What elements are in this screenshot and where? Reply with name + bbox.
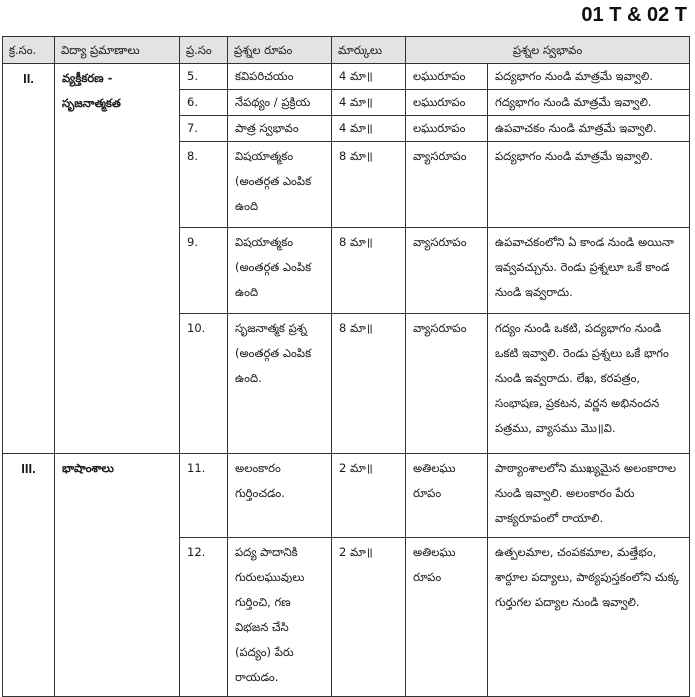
question-nature: గద్యభాగం నుండి మాత్రమే ఇవ్వాలి. <box>488 90 690 116</box>
marks: 4 మా॥ <box>332 90 406 116</box>
answer-type: అతిలఘు రూపం <box>406 538 488 697</box>
answer-type: లఘురూపం <box>406 90 488 116</box>
answer-type: వ్యాసరూపం <box>406 142 488 228</box>
section-area <box>55 454 180 697</box>
answer-type: వ్యాసరూపం <box>406 314 488 454</box>
question-form: పాత్ర స్వభావం <box>228 116 332 142</box>
question-form: కవిపరిచయం <box>228 64 332 90</box>
header-marks: మార్కులు <box>332 37 406 64</box>
question-form: విషయాత్మకం (అంతర్గత ఎంపిక ఉంది <box>228 228 332 314</box>
answer-type: లఘురూపం <box>406 116 488 142</box>
section-area <box>55 64 180 454</box>
header-nature: ప్రశ్నల స్వభావం <box>406 37 690 64</box>
answer-type: అతిలఘు రూపం <box>406 454 488 538</box>
marks: 8 మా॥ <box>332 228 406 314</box>
question-number: 11. <box>180 454 228 538</box>
question-form: అలంకారం గుర్తించడం. <box>228 454 332 538</box>
question-number: 7. <box>180 116 228 142</box>
answer-type: వ్యాసరూపం <box>406 228 488 314</box>
question-nature: పాఠ్యాంశాలలోని ముఖ్యమైన అలంకారాల నుండి ఇవ్వాలి. అలంకారం పేరు వాక్యరూపంలో రాయాలి. <box>488 454 690 538</box>
section-area-label: వ్యక్తీకరణ - సృజనాత్మకత <box>62 71 121 110</box>
question-nature: ఉత్పలమాల, చంపకమాల, మత్తేభం, శార్దూల పద్యాలు, పాఠ్యపుస్తకంలోని చుక్క గుర్తుగల పద్యాల నుండి ఇవ్వాలి. <box>488 538 690 697</box>
table-row <box>3 454 690 538</box>
question-number: 8. <box>180 142 228 228</box>
question-nature: పద్యభాగం నుండి మాత్రమే ఇవ్వాలి. <box>488 64 690 90</box>
section-area-label: భాషాంశాలు <box>62 461 114 475</box>
marks: 2 మా॥ <box>332 538 406 697</box>
section-number: II. <box>3 64 55 454</box>
paper-code: 01 T & 02 T <box>581 4 687 26</box>
marks: 8 మా॥ <box>332 142 406 228</box>
question-number: 5. <box>180 64 228 90</box>
question-number: 10. <box>180 314 228 454</box>
question-form: నేపథ్యం / ప్రక్రియ <box>228 90 332 116</box>
marks: 4 మా॥ <box>332 116 406 142</box>
question-form: విషయాత్మకం (అంతర్గత ఎంపిక ఉంది <box>228 142 332 228</box>
question-form: సృజనాత్మక ప్రశ్న (అంతర్గత ఎంపిక ఉంది. <box>228 314 332 454</box>
question-number: 9. <box>180 228 228 314</box>
header-area: విద్యా ప్రమాణాలు <box>55 37 180 64</box>
question-nature: పద్యభాగం నుండి మాత్రమే ఇవ్వాలి. <box>488 142 690 228</box>
header-qno: ప్ర.సం <box>180 37 228 64</box>
question-number: 12. <box>180 538 228 697</box>
question-nature: గద్యం నుండి ఒకటి, పద్యభాగం నుండి ఒకటి ఇవ్వాలి. రెండు ప్రశ్నలు ఒకే భాగం నుండి ఇవ్వరాదు. లేఖ, కరపత్రం, సంభాషణ, ప్రకటన, వర్ణన అభినందన పత్రము, వ్యాసము మొ॥వి. <box>488 314 690 454</box>
question-pattern-table <box>2 36 690 697</box>
header-sno: క్ర.సం. <box>3 37 55 64</box>
question-nature: ఉపవాచకంలోని ఏ కాండ నుండి అయినా ఇవ్వవచ్చును. రెండు ప్రశ్నలూ ఒకే కాండ నుండి ఇవ్వరాదు. <box>488 228 690 314</box>
question-form: పద్య పాదానికి గురులఘువులు గుర్తించి, గణ విభజన చేసి (పద్యం) పేరు రాయడం. <box>228 538 332 697</box>
header-qform: ప్రశ్నల రూపం <box>228 37 332 64</box>
marks: 4 మా॥ <box>332 64 406 90</box>
marks: 8 మా॥ <box>332 314 406 454</box>
question-number: 6. <box>180 90 228 116</box>
section-number: III. <box>3 454 55 697</box>
marks: 2 మా॥ <box>332 454 406 538</box>
header-row <box>3 37 690 64</box>
table-row <box>3 64 690 90</box>
answer-type: లఘురూపం <box>406 64 488 90</box>
question-nature: ఉపవాచకం నుండి మాత్రమే ఇవ్వాలి. <box>488 116 690 142</box>
